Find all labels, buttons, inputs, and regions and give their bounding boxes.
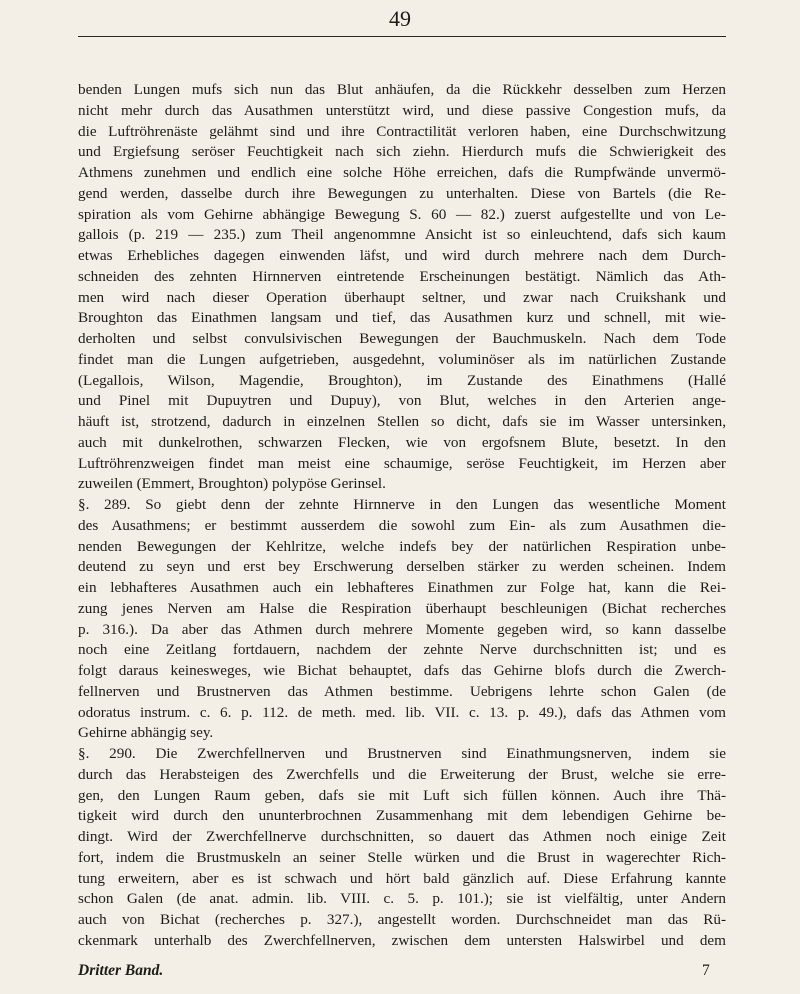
text-line: findet man die Lungen aufgetrieben, ausgedehnt, voluminöser als im natürlichen Zustande bbox=[78, 350, 726, 368]
text-line: gend werden, dasselbe durch ihre Bewegungen zu unterhalten. Diese von Bartels (die Re- bbox=[78, 184, 726, 202]
text-line: nicht mehr durch das Ausathmen unterstützt wird, und diese passive Congestion mufs, da bbox=[78, 101, 726, 119]
page-number: 49 bbox=[389, 6, 411, 31]
text-line: noch eine Zeitlang fortdauern, nachdem der zehnte Nerve durchschnitten ist; und es bbox=[78, 641, 726, 659]
text-line: zung jenes Nerven am Halse die Respiration überhaupt beschleunigen (Bichat recherches bbox=[78, 599, 726, 617]
text-line: auch mit dunkelrothen, schwarzen Flecken, wie von ergofsnem Blute, besetzt. In den bbox=[78, 433, 726, 451]
text-line: deutend zu seyn und erst bey Erschwerung derselben stärker zu werden scheinen. Indem bbox=[78, 558, 726, 576]
text-line: fellnerven und Brustnerven das Athmen bestimme. Uebrigens lehrte schon Galen (de bbox=[78, 682, 726, 700]
text-line: schneiden des zehnten Hirnnerven eintretende Erscheinungen bestätigt. Nämlich das Ath- bbox=[78, 267, 726, 285]
text-line: die Luftröhrenäste gelähmt sind und ihre Contractilität verloren haben, eine Durchschwitzung bbox=[78, 122, 726, 140]
text-line: auch von Bichat (recherches p. 327.), angestellt worden. Durchschneidet man das Rü- bbox=[78, 911, 726, 928]
text-line: und Pinel mit Dupuytren und Dupuy), von Blut, welches in den Arterien ange- bbox=[78, 392, 726, 410]
text-line: gen, den Lungen Raum geben, dafs sie mit Luft sich füllen können. Auch ihre Thä- bbox=[78, 786, 726, 804]
text-line: folgt daraus keinesweges, wie Bichat behauptet, dafs das Gehirne blofs durch die Zwerch- bbox=[78, 662, 726, 679]
text-line: §. 289. So giebt denn der zehnte Hirnnerve in den Lungen das wesentliche Moment bbox=[78, 496, 726, 513]
text-line: Gehirne abhängig sey. bbox=[78, 724, 214, 742]
text-line: häuft ist, strotzend, dadurch in einzelnen Stellen so dicht, dafs sie im Wasser untersinken, bbox=[78, 413, 726, 430]
text-line: ckenmark unterhalb des Zwerchfellnerven, zwischen dem untersten Halswirbel und dem bbox=[78, 931, 726, 949]
text-line: tung erweitern, aber es ist schwach und hört bald gänzlich auf. Diese Erfahrung kannte bbox=[78, 869, 726, 887]
text-line: ein lebhafteres Ausathmen auch ein lebhafteres Einathmen zur Folge hat, kann die Rei- bbox=[78, 579, 726, 596]
text-line: fort, indem die Brustmuskeln an seiner Stelle würken und die Brust in wagerechter Rich- bbox=[78, 848, 726, 866]
signature-mark: Dritter Band. bbox=[78, 962, 164, 979]
text-line: (Legallois, Wilson, Magendie, Broughton), im Zustande des Einathmens (Hallé bbox=[78, 371, 726, 389]
text-line: Luftröhrenzweigen findet man meist eine schaumige, seröse Feuchtigkeit, im Herzen aber bbox=[78, 454, 726, 472]
text-line: p. 316.). Da aber das Athmen durch mehrere Momente gegeben wird, so kann dasselbe bbox=[78, 620, 726, 638]
text-line: men wird nach dieser Operation überhaupt seltner, und zwar nach Cruikshank und bbox=[78, 288, 726, 306]
page-footer bbox=[78, 962, 726, 984]
body-text bbox=[78, 80, 726, 952]
text-line: durch das Herabsteigen des Zwerchfells und die Erweiterung der Brust, welche sie erre- bbox=[78, 765, 726, 783]
text-line: dingt. Wird der Zwerchfellnerve durchschnitten, so dauert das Athmen noch einige Zeit bbox=[78, 828, 726, 845]
text-line: Athmens zunehmen und endlich eine solche Höhe erreichen, dafs die Rumpfwände unvermö- bbox=[78, 164, 726, 181]
text-line: und Ergiefsung seröser Feuchtigkeit nach sich ziehn. Hierdurch mufs die Schwierigkeit des bbox=[78, 143, 726, 161]
text-line: spiration als vom Gehirne abhängige Bewegung S. 60 — 82.) zuerst aufgestellte und von Le- bbox=[78, 205, 726, 223]
text-line: etwas Erhebliches dagegen einwenden läfst, und wird durch mehrere nach dem Durch- bbox=[78, 247, 726, 264]
text-line: benden Lungen mufs sich nun das Blut anhäufen, da die Rückkehr desselben zum Herzen bbox=[78, 81, 726, 98]
text-line: Broughton das Einathmen langsam und tief, das Ausathmen kurz und schnell, mit wie- bbox=[78, 309, 726, 327]
text-line: zuweilen (Emmert, Broughton) polypöse Gerinsel. bbox=[78, 475, 386, 493]
header-rule bbox=[78, 36, 726, 37]
sheet-number: 7 bbox=[702, 962, 710, 979]
text-line: schon Galen (de anat. admin. lib. VIII. c. 5. p. 101.); sie ist vielfältig, unter Andern bbox=[78, 890, 726, 908]
text-line: derholten und selbst convulsivischen Bewegungen der Bauchmuskeln. Nach dem Tode bbox=[78, 330, 726, 347]
text-line: §. 290. Die Zwerchfellnerven und Brustnerven sind Einathmungsnerven, indem sie bbox=[78, 745, 726, 762]
text-line: odoratus instrum. c. 6. p. 112. de meth. med. lib. VII. c. 13. p. 49.), dafs das Athmen vom bbox=[78, 703, 726, 721]
text-line: tigkeit wird durch den ununterbrochnen Zusammenhang mit dem lebendigen Gehirne be- bbox=[78, 807, 726, 825]
text-line: gallois (p. 219 — 235.) zum Theil angenommne Ansicht ist so einleuchtend, dafs sich kaum bbox=[78, 226, 726, 244]
text-line: nenden Bewegungen der Kehlritze, welche indefs bey der natürlichen Respiration unbe- bbox=[78, 537, 726, 555]
text-line: des Ausathmens; er bestimmt ausserdem die sowohl zum Ein- als zum Ausathmen die- bbox=[78, 516, 726, 534]
